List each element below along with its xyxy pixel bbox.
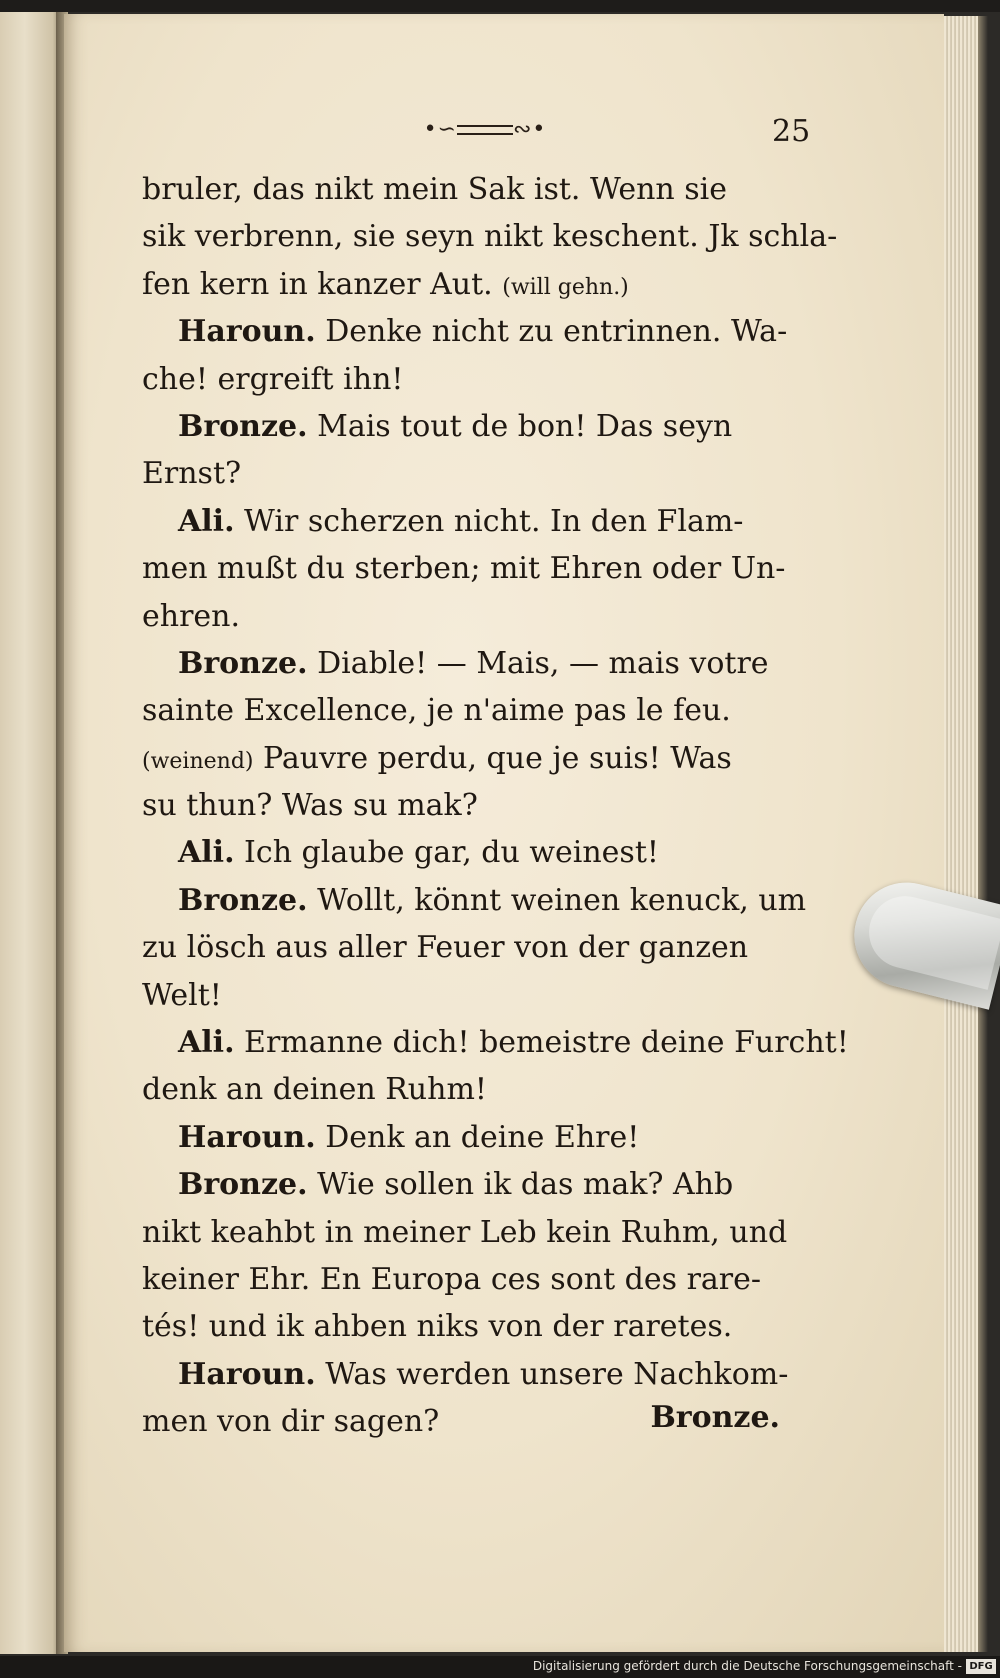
- text-line: [142, 972, 812, 1019]
- speaker-name: Ali.: [178, 1025, 235, 1061]
- line-text: Pauvre perdu, que je suis! Was: [253, 740, 732, 776]
- speaker-name: Bronze.: [178, 882, 308, 918]
- text-line: [142, 1114, 812, 1161]
- stage-direction: (weinend): [142, 748, 254, 774]
- line-text: Ermanne dich! bemeistre deine Furcht!: [234, 1025, 849, 1061]
- top-border: [0, 0, 1000, 12]
- line-text: men von dir sagen?: [142, 1404, 440, 1440]
- line-text: Welt!: [142, 977, 222, 1013]
- text-line: [142, 213, 838, 260]
- line-text: su thun? Was su mak?: [142, 788, 478, 824]
- left-page-edge: [0, 12, 62, 1654]
- line-text: fen kern in kanzer Aut.: [142, 266, 503, 302]
- line-text: Denk an deine Ehre!: [315, 1119, 640, 1155]
- text-line: [142, 1209, 812, 1256]
- text-line: [142, 782, 812, 829]
- ornament-left: •∽: [423, 117, 457, 142]
- line-text: zu lösch aus aller Feuer von der ganzen: [142, 930, 749, 966]
- line-text: Wir scherzen nicht. In den Flam-: [234, 503, 744, 539]
- speaker-name: Bronze.: [178, 1167, 308, 1203]
- speaker-name: Haroun.: [178, 1119, 316, 1155]
- line-text: Wie sollen ik das mak? Ahb: [307, 1167, 734, 1203]
- text-line: [142, 877, 812, 924]
- text-line: [142, 1019, 849, 1066]
- speaker-name: Ali.: [178, 503, 235, 539]
- header-ornament: [410, 116, 560, 144]
- line-text: men mußt du sterben; mit Ehren oder Un-: [142, 551, 786, 587]
- text-line: [142, 687, 812, 734]
- text-line: [142, 593, 812, 640]
- speaker-name: Bronze.: [178, 645, 308, 681]
- line-text: sainte Excellence, je n'aime pas le feu.: [142, 693, 731, 729]
- text-line: [142, 1351, 812, 1398]
- text-line: [142, 1161, 812, 1208]
- text-line: [142, 640, 812, 687]
- text-line: [142, 166, 812, 213]
- line-text: Was werden unsere Nachkom-: [315, 1356, 789, 1392]
- text-line: [142, 261, 812, 308]
- line-text: Denke nicht zu entrinnen. Wa-: [315, 314, 788, 350]
- text-line: [142, 1066, 812, 1113]
- ornament-right: ∾•: [513, 117, 547, 142]
- text-line: [142, 829, 812, 876]
- line-text: che! ergreift ihn!: [142, 361, 404, 397]
- text-line: [142, 403, 812, 450]
- speaker-name: Haroun.: [178, 1356, 316, 1392]
- stage-direction: (will gehn.): [502, 274, 629, 300]
- line-text: Ernst?: [142, 456, 242, 492]
- text-line: [142, 450, 812, 497]
- page-stack-shadow: [978, 16, 988, 1652]
- catchword: Bronze.: [650, 1400, 780, 1435]
- text-line: [142, 924, 812, 971]
- line-text: Ich glaube gar, du weinest!: [234, 835, 659, 871]
- page-clip-highlight: [861, 889, 1000, 990]
- speaker-name: Bronze.: [178, 408, 308, 444]
- speaker-name: Haroun.: [178, 314, 316, 350]
- line-text: tés! und ik ahben niks von der raretes.: [142, 1309, 733, 1345]
- ornament-bar: [457, 125, 513, 135]
- footer-bar: [0, 1656, 1000, 1678]
- footer-credit: Digitalisierung gefördert durch die Deutsche Forschungsgemeinschaft -: [532, 1659, 962, 1673]
- line-text: denk an deinen Ruhm!: [142, 1072, 487, 1108]
- line-text: bruler, das nikt mein Sak ist. Wenn sie: [142, 172, 728, 207]
- line-text: Wollt, könnt weinen kenuck, um: [307, 882, 807, 918]
- text-line: [142, 545, 812, 592]
- line-text: Mais tout de bon! Das seyn: [307, 408, 733, 444]
- page-number: 25: [772, 114, 811, 149]
- text-line: [142, 1303, 812, 1350]
- text-line: [142, 308, 812, 355]
- text-line: [142, 1256, 812, 1303]
- line-text: keiner Ehr. En Europa ces sont des rare-: [142, 1261, 762, 1297]
- dfg-logo: DFG: [966, 1659, 996, 1674]
- line-text: nikt keahbt in meiner Leb kein Ruhm, und: [142, 1214, 788, 1250]
- text-line: [142, 735, 812, 782]
- text-line: [142, 356, 812, 403]
- speaker-name: Ali.: [178, 835, 235, 871]
- page-stack-edges: [944, 16, 978, 1652]
- line-text: ehren.: [142, 598, 241, 634]
- page-text: [142, 166, 849, 1446]
- text-line: [142, 498, 812, 545]
- line-text: sik verbrenn, sie seyn nikt keschent. Jk schla-: [142, 219, 838, 255]
- line-text: Diable! — Mais, — mais votre: [307, 645, 769, 681]
